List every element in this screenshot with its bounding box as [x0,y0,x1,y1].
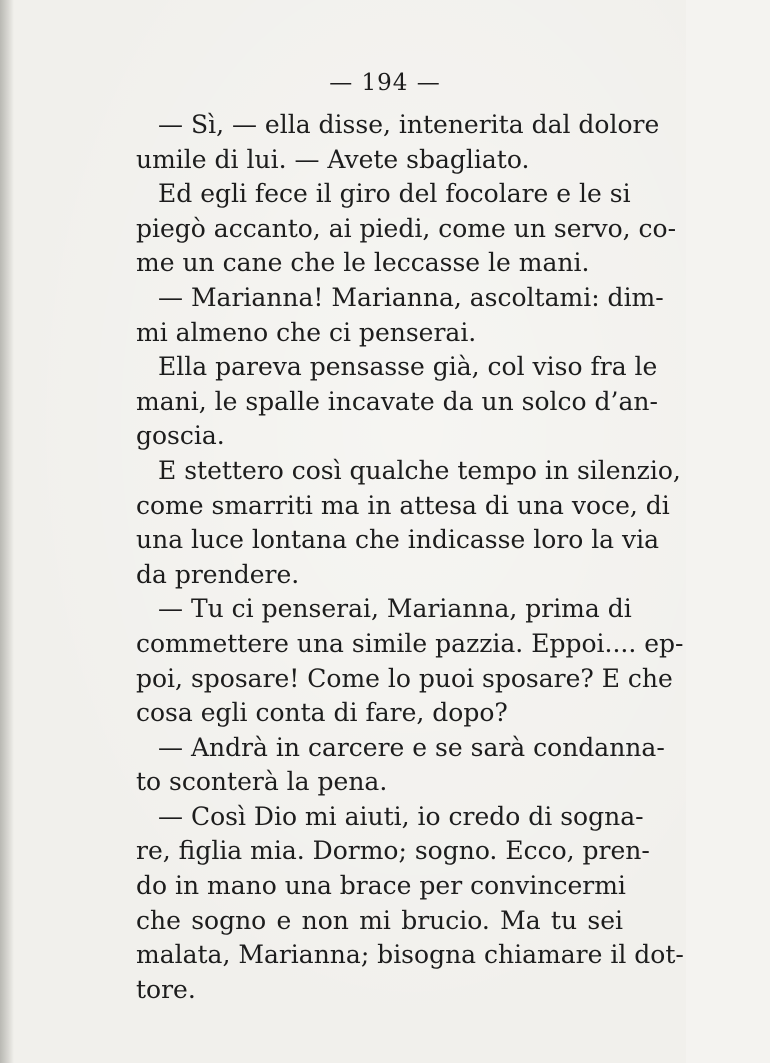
text-line: da prendere. [136,559,300,589]
text-line: piegò accanto, ai piedi, come un servo, co- [136,213,677,243]
text-line: come smarriti ma in attesa di una voce, di [136,490,670,520]
text-line: do in mano una brace per convincermi [136,871,626,901]
text-line: che sogno e non mi brucio. Ma tu sei [136,905,623,935]
text-line: commettere una simile pazzia. Eppoi.... ep- [136,628,684,658]
text-line: re, figlia mia. Dormo; sogno. Ecco, pren- [136,836,650,866]
page-spine-shadow [0,0,14,1063]
text-line: cosa egli conta di fare, dopo? [136,698,508,728]
text-line: me un cane che le leccasse le mani. [136,248,590,278]
text-line: — Sì, — ella disse, intenerita dal dolore [158,110,660,139]
text-line: tore. [136,974,196,1004]
text-line: — Marianna! Marianna, ascoltami: dim- [158,282,664,312]
text-line: umile di lui. — Avete sbagliato. [136,144,530,174]
text-line: — Andrà in carcere e se sarà condanna- [158,732,665,762]
page-number: — 194 — [329,70,441,96]
text-line: poi, sposare! Come lo puoi sposare? E che [136,663,673,693]
text-line: Ed egli fece il giro del focolare e le si [158,179,631,209]
text-line: Ella pareva pensasse già, col viso fra le [158,352,658,382]
text-line: una luce lontana che indicasse loro la via [136,525,660,555]
text-line: — Tu ci penserai, Marianna, prima di [158,594,632,624]
text-line: to sconterà la pena. [136,767,388,797]
text-line: mi almeno che ci penserai. [136,317,477,347]
text-line: E stettero così qualche tempo in silenzio, [158,455,681,485]
text-line: — Così Dio mi aiuti, io credo di sogna- [158,801,644,831]
text-line: goscia. [136,421,225,451]
text-line: malata, Marianna; bisogna chiamare il dot- [136,940,684,970]
text-line: mani, le spalle incavate da un solco d’an- [136,386,658,416]
body-text [136,108,684,1007]
